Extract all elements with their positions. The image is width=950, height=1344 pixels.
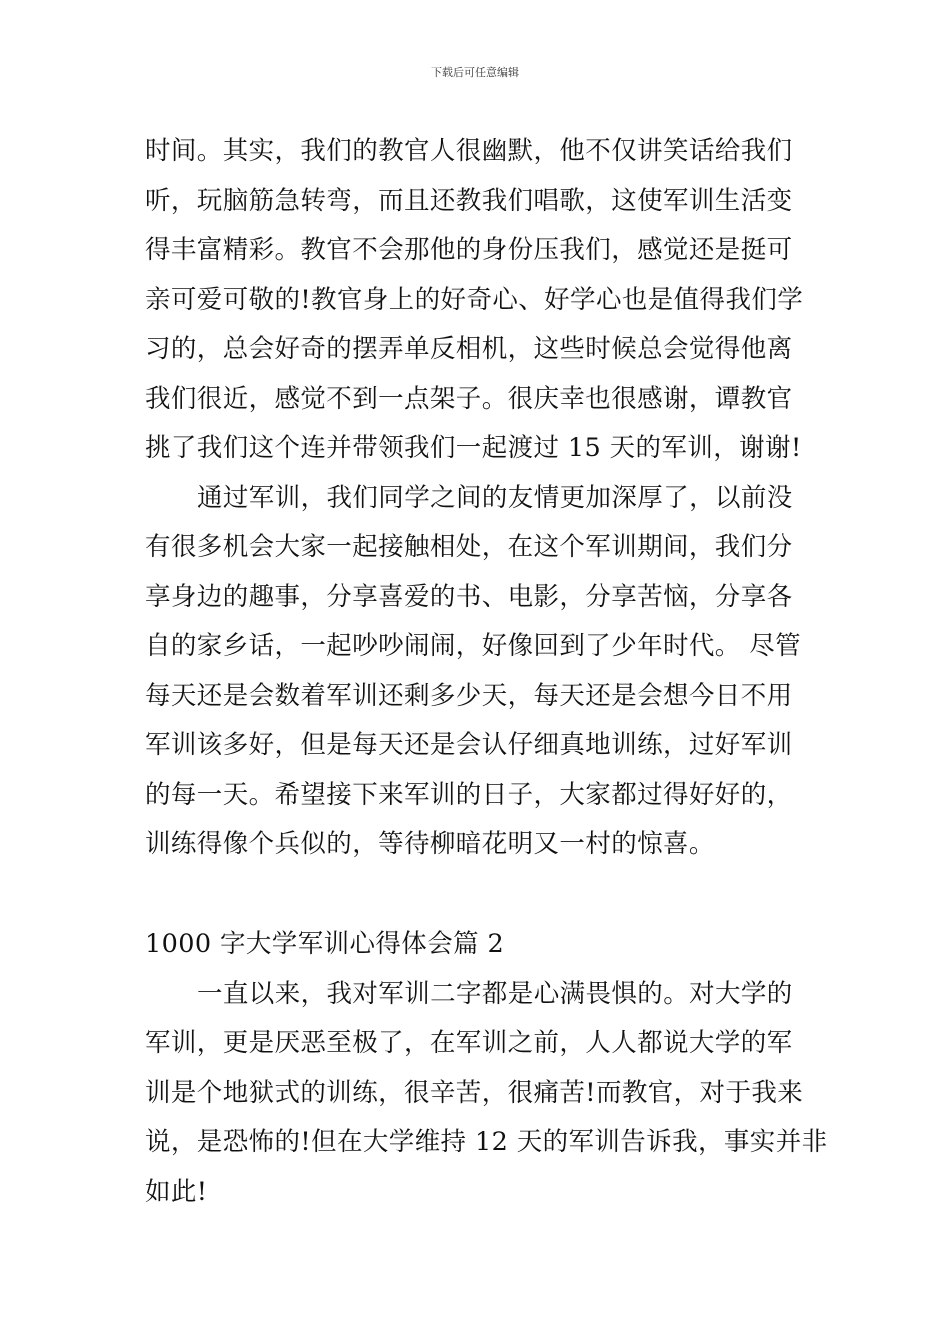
text-line: 训练得像个兵似的，等待柳暗花明又一村的惊喜。 [145, 829, 715, 859]
text-line: 有很多机会大家一起接触相处，在这个军训期间，我们分 [145, 532, 793, 562]
text-line: 如此! [145, 1176, 208, 1207]
text-line: 得丰富精彩。教官不会那他的身份压我们，感觉还是挺可 [145, 235, 793, 265]
text-line: 自的家乡话，一起吵吵闹闹，好像回到了少年时代。 尽管 [145, 631, 802, 661]
paragraph-intro [145, 970, 828, 1218]
text-line: 说，是恐怖的!但在大学维持 12 天的军训告诉我，事实并非 [145, 1127, 828, 1157]
text-line: 听，玩脑筋急转弯，而且还教我们唱歌，这使军训生活变 [145, 185, 793, 216]
text-line: 亲可爱可敬的!教官身上的好奇心、好学心也是值得我们学 [145, 284, 804, 315]
section-1-body [145, 127, 815, 870]
paragraph-friendship [145, 474, 815, 870]
text-line: 时间。其实，我们的教官人很幽默，他不仅讲笑话给我们 [145, 136, 793, 166]
text-line: 军训该多好，但是每天还是会认仔细真地训练，过好军训 [145, 730, 793, 760]
text-line: 享身边的趣事，分享喜爱的书、电影，分享苦恼，分享各 [145, 581, 793, 612]
section-heading: 1000 字大学军训心得体会篇 2 [145, 929, 505, 959]
text-line: 军训，更是厌恶至极了，在军训之前，人人都说大学的军 [145, 1028, 793, 1058]
text-line: 通过军训，我们同学之间的友情更加深厚了，以前没 [197, 482, 793, 513]
text-line: 的每一天。希望接下来军训的日子，大家都过得好好的， [145, 779, 793, 810]
text-line: 习的，总会好奇的摆弄单反相机，这些时候总会觉得他离 [145, 334, 793, 364]
paragraph-continued [145, 127, 815, 474]
text-line: 一直以来，我对军训二字都是心满畏惧的。对大学的 [197, 978, 793, 1009]
text-line: 每天还是会数着军训还剩多少天，每天还是会想今日不用 [145, 680, 793, 711]
text-line: 训是个地狱式的训练，很辛苦，很痛苦!而教官，对于我来 [145, 1077, 804, 1108]
header-note: 下载后可任意编辑 [431, 66, 519, 79]
text-line: 挑了我们这个连并带领我们一起渡过 15 天的军训，谢谢! [145, 433, 802, 463]
section-2-body [145, 920, 828, 1217]
text-line: 我们很近，感觉不到一点架子。很庆幸也很感谢，谭教官 [145, 383, 793, 414]
